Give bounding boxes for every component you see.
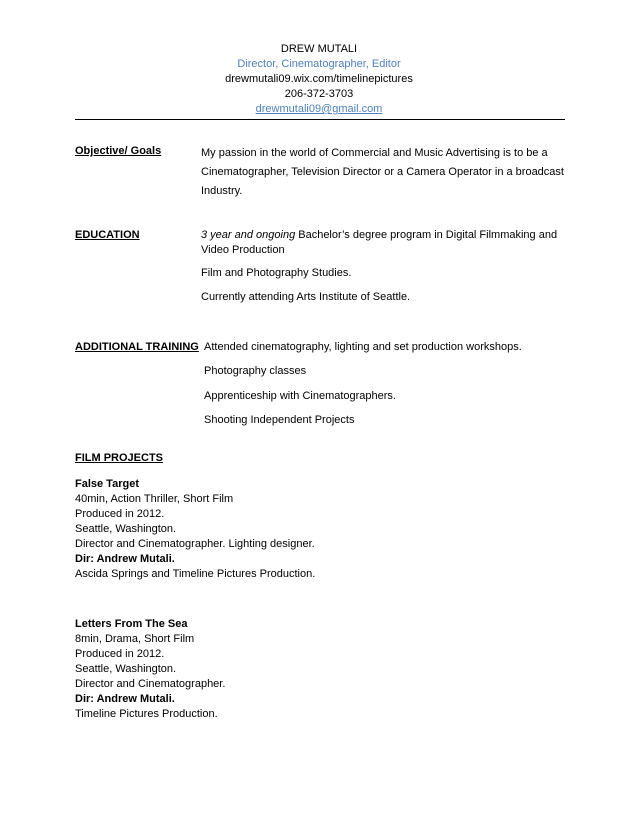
education-degree-italic: 3 year and ongoing xyxy=(201,229,296,241)
candidate-email-link[interactable]: drewmutali09@gmail.com xyxy=(255,103,383,115)
objective-line-3: Industry. xyxy=(201,185,243,197)
training-item: Attended cinematography, lighting and set production workshops. xyxy=(204,341,522,353)
candidate-phone: 206-372-3703 xyxy=(284,88,354,100)
project-location: Seattle, Washington. xyxy=(75,523,177,535)
project-title: False Target xyxy=(75,478,139,490)
training-item: Photography classes xyxy=(204,365,307,377)
header-divider xyxy=(75,119,565,120)
candidate-name: DREW MUTALI xyxy=(280,43,358,55)
project-production: Timeline Pictures Production. xyxy=(75,708,218,720)
objective-label: Objective/ Goals xyxy=(75,145,162,157)
project-produced: Produced in 2012. xyxy=(75,508,165,520)
training-item: Shooting Independent Projects xyxy=(204,414,355,426)
project-location: Seattle, Washington. xyxy=(75,663,177,675)
education-degree-rest: Bachelor’s degree program in Digital Filmmaking and xyxy=(295,229,558,241)
project-role: Director and Cinematographer. Lighting designer. xyxy=(75,538,315,550)
project-director: Dir: Andrew Mutali. xyxy=(75,553,175,565)
objective-line-1: My passion in the world of Commercial and Music Advertising is to be a xyxy=(201,147,548,159)
education-studies: Film and Photography Studies. xyxy=(201,267,352,279)
education-degree-line-2: Video Production xyxy=(201,244,285,256)
candidate-roles: Director, Cinematographer, Editor xyxy=(237,58,401,70)
resume-header xyxy=(0,42,638,117)
education-degree xyxy=(201,228,557,243)
project-production: Ascida Springs and Timeline Pictures Production. xyxy=(75,568,316,580)
education-current: Currently attending Arts Institute of Seattle. xyxy=(201,291,411,303)
training-label: ADDITIONAL TRAINING xyxy=(75,341,199,353)
objective-line-2: Cinematographer, Television Director or a Camera Operator in a broadcast xyxy=(201,166,564,178)
project-title: Letters From The Sea xyxy=(75,618,188,630)
project-details: 40min, Action Thriller, Short Film xyxy=(75,493,234,505)
objective-text xyxy=(201,144,564,201)
education-label: EDUCATION xyxy=(75,229,140,241)
candidate-website[interactable]: drewmutali09.wix.com/timelinepictures xyxy=(225,73,413,85)
film-project xyxy=(75,617,225,722)
project-role: Director and Cinematographer. xyxy=(75,678,226,690)
film-projects-label: FILM PROJECTS xyxy=(75,452,164,464)
project-director: Dir: Andrew Mutali. xyxy=(75,693,175,705)
project-produced: Produced in 2012. xyxy=(75,648,165,660)
project-details: 8min, Drama, Short Film xyxy=(75,633,195,645)
training-item: Apprenticeship with Cinematographers. xyxy=(204,390,396,402)
film-project xyxy=(75,477,315,582)
